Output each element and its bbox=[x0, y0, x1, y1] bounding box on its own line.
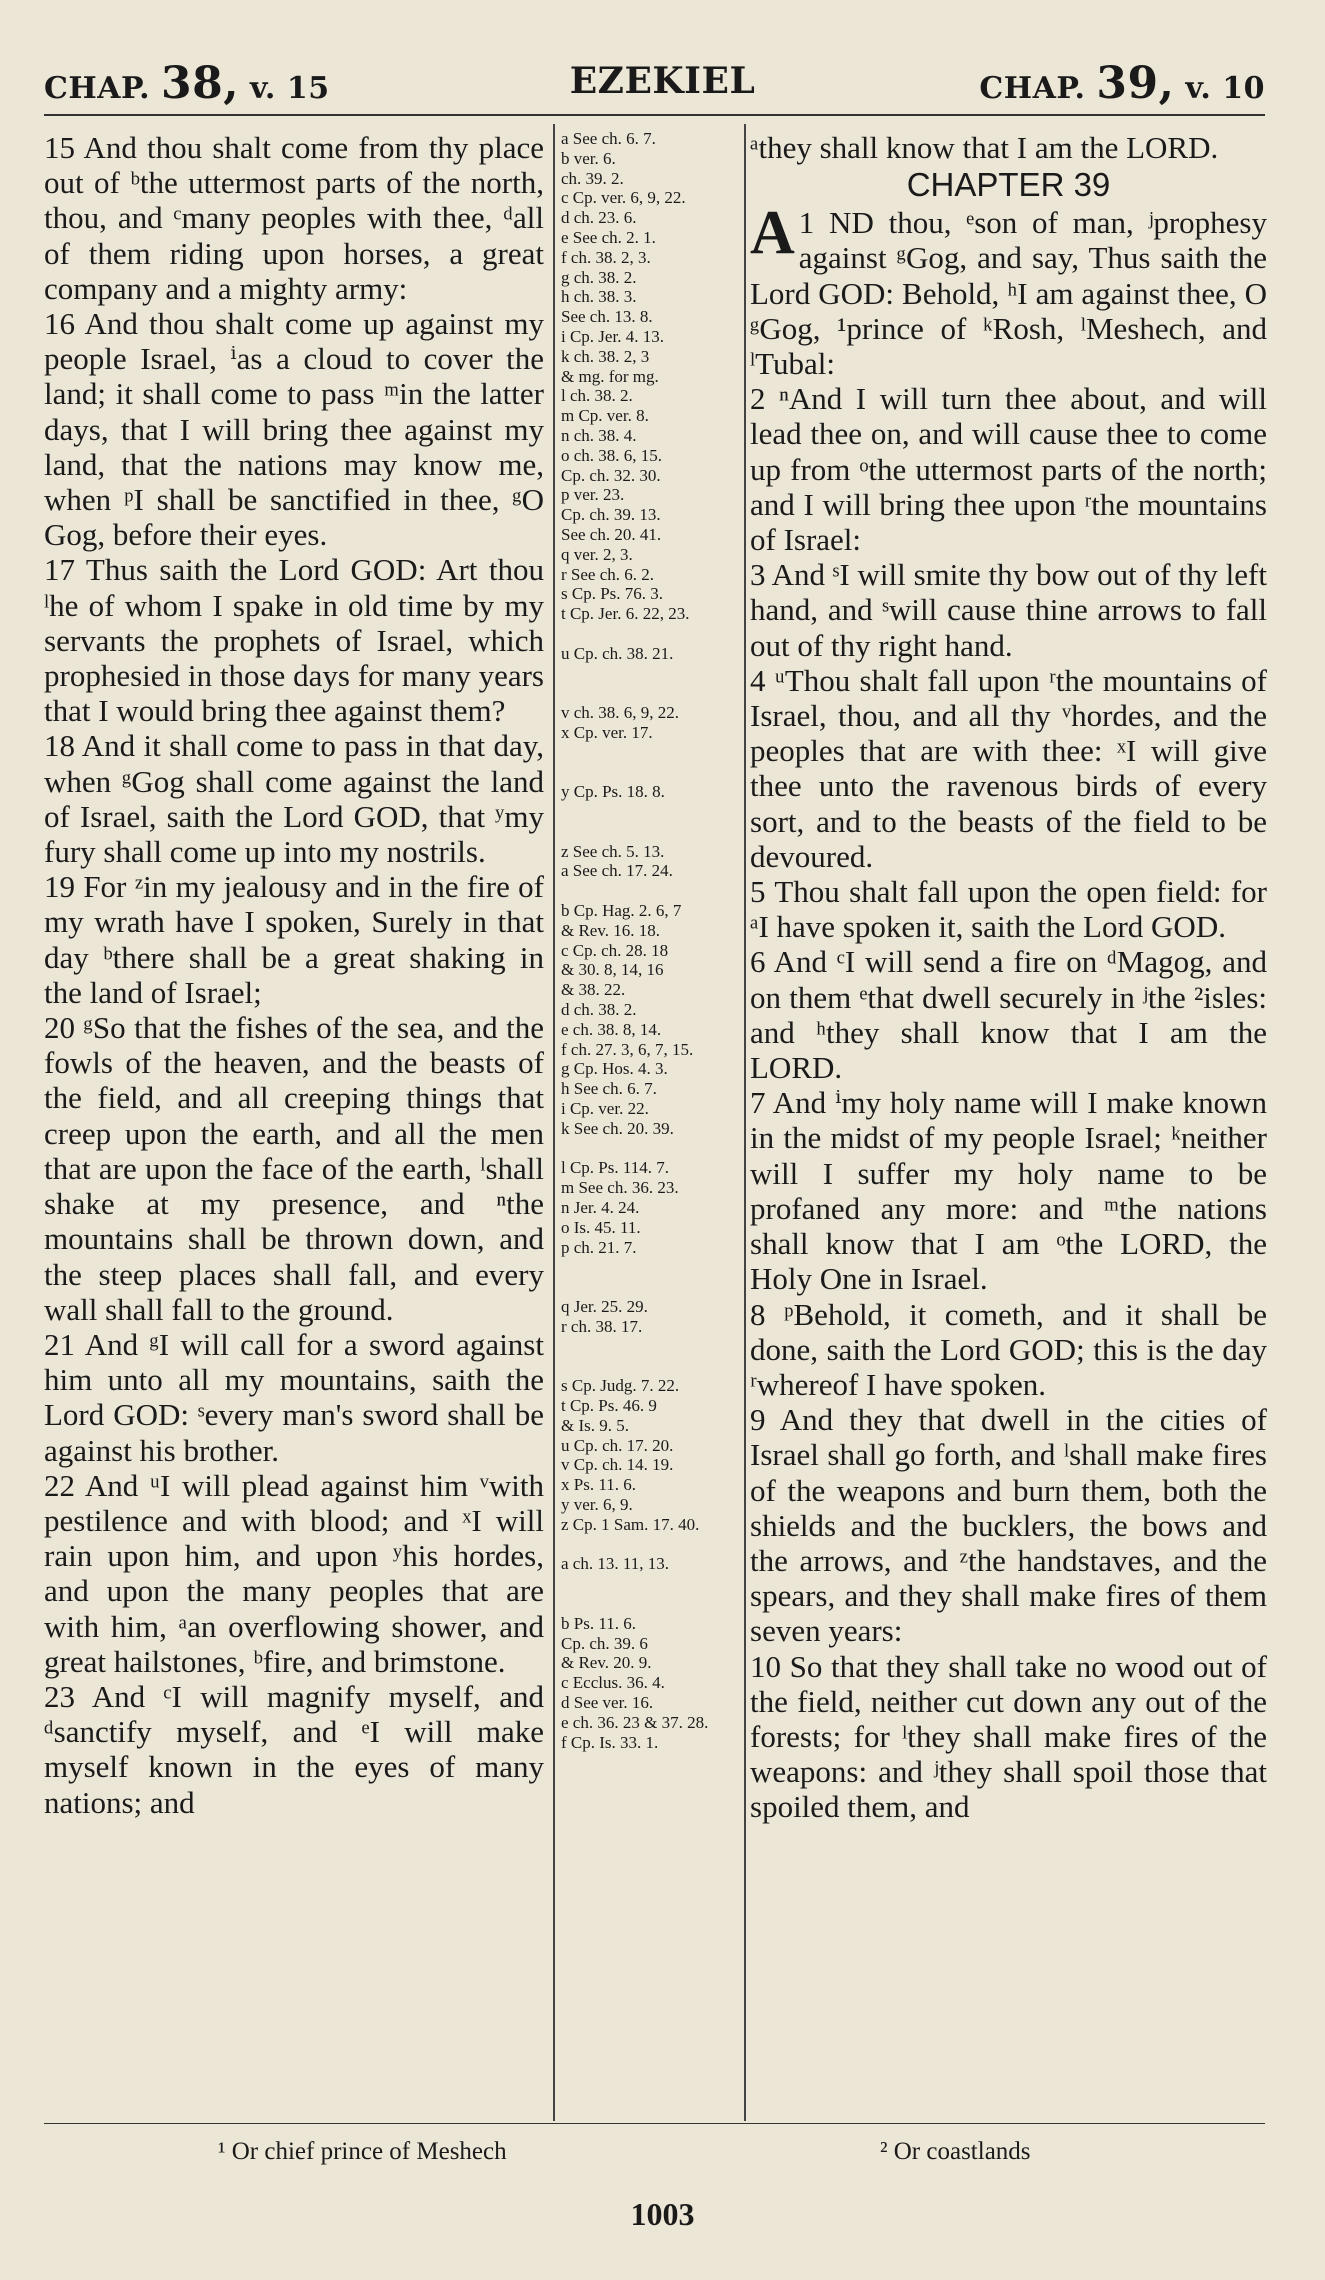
verse-1-text: 1 ND thou, ᵉson of man, ʲprophesy against ᵍGog, and say, Thus saith the Lord GOD: Behold, ʰI am against thee, O ᵍGog, ¹prince of ᵏRosh, ˡMeshech, and ˡTubal: bbox=[750, 205, 1267, 382]
cross-reference: m See ch. 36. 23. bbox=[561, 1178, 679, 1198]
cross-reference: p ver. 23. bbox=[561, 485, 625, 505]
cross-reference: & Rev. 16. 18. bbox=[561, 920, 661, 940]
cross-reference: Cp. ch. 39. 13. bbox=[561, 505, 661, 525]
cross-reference: z See ch. 5. 13. bbox=[561, 841, 665, 861]
cross-reference: z Cp. 1 Sam. 17. 40. bbox=[561, 1514, 700, 1534]
cross-reference: & Is. 9. 5. bbox=[561, 1415, 629, 1435]
cross-reference: d ch. 23. 6. bbox=[561, 208, 637, 228]
cross-reference: l Cp. Ps. 114. 7. bbox=[561, 1158, 670, 1178]
verse-22: 22 And ᵘI will plead against him ᵛwith pestilence and with blood; and ˣI will rain upon him, and upon ʸhis hordes, and upon the many peoples that are with him, ᵃan overflowing shower, and great hailstones, ᵇfire, and brimstone. bbox=[44, 1467, 544, 1679]
cross-reference: & mg. for mg. bbox=[561, 366, 659, 386]
cross-reference: x Ps. 11. 6. bbox=[561, 1475, 636, 1495]
verse-23-continued: ᵃthey shall know that I am the LORD. bbox=[750, 130, 1219, 165]
verse-19: 19 For ᶻin my jealousy and in the fire of my wrath have I spoken, Surely in that day ᵇthere shall be a great shaking in the land of Israel; bbox=[44, 869, 544, 1010]
cross-reference bbox=[561, 1140, 739, 1159]
cross-reference: d ch. 38. 2. bbox=[561, 1000, 637, 1020]
cross-reference bbox=[561, 744, 739, 763]
cross-reference bbox=[561, 684, 739, 703]
cross-reference: k ch. 38. 2, 3 bbox=[561, 346, 650, 366]
running-head-right bbox=[979, 58, 1265, 109]
chapter-heading: CHAPTER 39 bbox=[906, 166, 1111, 204]
right-text-column bbox=[750, 130, 1267, 1825]
cross-reference: n Jer. 4. 24. bbox=[561, 1198, 640, 1218]
footnote-rule bbox=[44, 2123, 1265, 2124]
cross-reference: a See ch. 6. 7. bbox=[561, 129, 656, 148]
cross-reference: e ch. 38. 8, 14. bbox=[561, 1019, 662, 1039]
cross-reference: t Cp. Ps. 46. 9 bbox=[561, 1396, 657, 1415]
right-verse: v. 10 bbox=[1185, 71, 1265, 106]
cross-reference bbox=[561, 1357, 739, 1376]
left-verse: v. 15 bbox=[250, 71, 330, 106]
verse-16: 16 And thou shalt come up against my people Israel, ⁱas a cloud to cover the land; it shall come to pass ᵐin the latter days, that I will bring thee against my land, that the nations may know me, when ᵖI shall be sanctified in thee, ᵍO Gog, before their eyes. bbox=[44, 306, 544, 553]
cross-reference: s Cp. Judg. 7. 22. bbox=[561, 1376, 680, 1396]
cross-reference: v Cp. ch. 14. 19. bbox=[561, 1455, 674, 1475]
header-rule bbox=[44, 114, 1265, 116]
cross-reference bbox=[561, 803, 739, 822]
cross-reference: u Cp. ch. 17. 20. bbox=[561, 1435, 674, 1455]
column-divider-right bbox=[744, 124, 746, 2121]
cross-reference: y ver. 6, 9. bbox=[561, 1494, 633, 1514]
cross-reference: x Cp. ver. 17. bbox=[561, 722, 653, 742]
verse-3: 3 And ˢI will smite thy bow out of thy left hand, and ˢwill cause thine arrows to fall out of thy right hand. bbox=[750, 557, 1267, 663]
right-chap-number: 39, bbox=[1096, 58, 1175, 109]
cross-reference: & 30. 8, 14, 16 bbox=[561, 960, 664, 980]
cross-reference: v ch. 38. 6, 9, 22. bbox=[561, 703, 680, 723]
verse-15: 15 And thou shalt come from thy place out of ᵇthe uttermost parts of the north, thou, and ᶜmany peoples with thee, ᵈall of them riding upon horses, a great company and a mighty army: bbox=[44, 130, 544, 306]
verse-18: 18 And it shall come to pass in that day, when ᵍGog shall come against the land of Israel, saith the Lord GOD, that ʸmy fury shall come up into my nostrils. bbox=[44, 728, 544, 870]
cross-reference: & 38. 22. bbox=[561, 980, 626, 1000]
cross-reference bbox=[561, 1575, 739, 1594]
cross-reference bbox=[561, 1278, 739, 1297]
cross-reference: m Cp. ver. 8. bbox=[561, 406, 649, 426]
page-number: 1003 bbox=[630, 2196, 695, 2232]
cross-reference: a See ch. 17. 24. bbox=[561, 861, 673, 881]
cross-reference: i Cp. ver. 22. bbox=[561, 1099, 649, 1119]
cross-reference bbox=[561, 1595, 739, 1614]
left-chap-number: 38, bbox=[161, 58, 240, 109]
cross-reference: r See ch. 6. 2. bbox=[561, 564, 655, 584]
cross-reference bbox=[561, 823, 739, 842]
footnote-left: ¹ Or chief prince of Meshech bbox=[218, 2138, 507, 2165]
cross-reference bbox=[561, 1258, 739, 1277]
cross-reference: l ch. 38. 2. bbox=[561, 386, 633, 406]
cross-reference: f ch. 38. 2, 3. bbox=[561, 247, 651, 267]
verse-7: 7 And ⁱmy holy name will I make known in the midst of my people Israel; ᵏneither will I suffer my holy name to be profaned any more: and ᵐthe nations shall know that I am ᵒthe LORD, the Holy One in Israel. bbox=[750, 1085, 1267, 1297]
cross-reference: c Cp. ch. 28. 18 bbox=[561, 940, 669, 960]
cross-reference: s Cp. Ps. 76. 3. bbox=[561, 584, 664, 604]
cross-reference: g Cp. Hos. 4. 3. bbox=[561, 1059, 668, 1079]
cross-reference bbox=[561, 882, 739, 901]
cross-reference bbox=[561, 1536, 739, 1555]
cross-reference: u Cp. ch. 38. 21. bbox=[561, 643, 674, 663]
cross-reference: q ver. 2, 3. bbox=[561, 544, 633, 564]
verse-10: 10 So that they shall take no wood out of the field, neither cut down any out of the forests; for ˡthey shall make fires of the weapons: and ʲthey shall spoil those that spoiled them, and bbox=[750, 1648, 1267, 1825]
cross-reference: p ch. 21. 7. bbox=[561, 1237, 637, 1257]
cross-reference: o Is. 45. 11. bbox=[561, 1217, 641, 1237]
verse-6: 6 And ᶜI will send a fire on ᵈMagog, and on them ᵉthat dwell securely in ʲthe ²isles: and ʰthey shall know that I am the LORD. bbox=[750, 944, 1267, 1086]
cross-reference: i Cp. Jer. 4. 13. bbox=[561, 326, 664, 346]
cross-reference: r ch. 38. 17. bbox=[561, 1316, 643, 1336]
verse-23: 23 And ᶜI will magnify myself, and ᵈsanctify myself, and ᵉI will make myself known in the eyes of many nations; and bbox=[44, 1678, 544, 1820]
cross-reference: o ch. 38. 6, 15. bbox=[561, 445, 663, 465]
drop-cap: A bbox=[750, 199, 795, 268]
cross-reference-column bbox=[561, 130, 739, 1753]
cross-reference: h ch. 38. 3. bbox=[561, 287, 637, 307]
cross-reference: q Jer. 25. 29. bbox=[561, 1297, 648, 1317]
cross-reference: e See ch. 2. 1. bbox=[561, 227, 656, 247]
cross-reference: e ch. 36. 23 & 37. 28. bbox=[561, 1712, 709, 1732]
left-chap-label: CHAP. bbox=[44, 71, 151, 106]
cross-reference: Cp. ch. 39. 6 bbox=[561, 1633, 648, 1653]
verse-8: 8 ᵖBehold, it cometh, and it shall be done, saith the Lord GOD; this is the day ʳwhereof I have spoken. bbox=[750, 1296, 1267, 1402]
cross-reference: t Cp. Jer. 6. 22, 23. bbox=[561, 604, 690, 624]
right-chap-label: CHAP. bbox=[979, 71, 1086, 106]
verse-17: 17 Thus saith the Lord GOD: Art thou ˡhe of whom I spake in old time by my servants the prophets of Israel, which prophesied in those days for many years that I would bring thee against them? bbox=[44, 552, 544, 729]
cross-reference: b Cp. Hag. 2. 6, 7 bbox=[561, 901, 682, 921]
cross-reference: g ch. 38. 2. bbox=[561, 267, 637, 287]
cross-reference: k See ch. 20. 39. bbox=[561, 1118, 674, 1138]
verse-9: 9 And they that dwell in the cities of Israel shall go forth, and ˡshall make fires of the weapons and burn them, both the shields and the bucklers, the bows and the arrows, and ᶻthe handstaves, and the spears, and they shall make fires of them seven years: bbox=[750, 1402, 1267, 1649]
left-text-column bbox=[44, 130, 544, 1820]
verse-1 bbox=[750, 199, 1267, 382]
cross-reference: f Cp. Is. 33. 1. bbox=[561, 1732, 659, 1752]
cross-reference bbox=[561, 625, 739, 644]
cross-reference bbox=[561, 665, 739, 684]
cross-reference: n ch. 38. 4. bbox=[561, 425, 637, 445]
cross-reference bbox=[561, 1338, 739, 1357]
verse-4: 4 ᵘThou shalt fall upon ʳthe mountains of Israel, thou, and all thy ᵛhordes, and the peoples that are with thee: ˣI will give thee unto the ravenous birds of every sort, and to the beasts of the field to be devoured. bbox=[750, 662, 1267, 874]
footnote-right: ² Or coastlands bbox=[880, 2138, 1031, 2165]
book-title: EZEKIEL bbox=[569, 60, 756, 102]
column-divider-left bbox=[553, 124, 555, 2121]
cross-reference: f ch. 27. 3, 6, 7, 15. bbox=[561, 1039, 694, 1059]
cross-reference: h See ch. 6. 7. bbox=[561, 1079, 657, 1099]
cross-reference: d See ver. 16. bbox=[561, 1692, 654, 1712]
verse-5: 5 Thou shalt fall upon the open field: for ᵃI have spoken it, saith the Lord GOD. bbox=[750, 874, 1267, 945]
cross-reference: & Rev. 20. 9. bbox=[561, 1653, 652, 1673]
cross-reference: See ch. 20. 41. bbox=[561, 524, 662, 544]
verse-21: 21 And ᵍI will call for a sword against him unto all my mountains, saith the Lord GOD: ˢevery man's sword shall be against his brother. bbox=[44, 1326, 544, 1468]
cross-reference: c Cp. ver. 6, 9, 22. bbox=[561, 188, 686, 208]
cross-reference: y Cp. Ps. 18. 8. bbox=[561, 782, 665, 802]
cross-reference: a ch. 13. 11, 13. bbox=[561, 1554, 669, 1574]
verse-20: 20 ᵍSo that the fishes of the sea, and the fowls of the heaven, and the beasts of the field, and all creeping things that creep upon the earth, and all the men that are upon the face of the earth, ˡshall shake at my presence, and ⁿthe mountains shall be thrown down, and the steep places shall fall, and every wall shall fall to the ground. bbox=[44, 1010, 544, 1327]
cross-reference: Cp. ch. 32. 30. bbox=[561, 465, 661, 485]
cross-reference: ch. 39. 2. bbox=[561, 168, 624, 188]
cross-reference: b Ps. 11. 6. bbox=[561, 1613, 636, 1633]
cross-reference: c Ecclus. 36. 4. bbox=[561, 1673, 665, 1693]
cross-reference: b ver. 6. bbox=[561, 148, 616, 168]
cross-reference: See ch. 13. 8. bbox=[561, 307, 653, 327]
cross-reference bbox=[561, 764, 739, 783]
verse-2: 2 ⁿAnd I will turn thee about, and will lead thee on, and will cause thee to come up from ᵒthe uttermost parts of the north; and I will bring thee upon ʳthe mountains of Israel: bbox=[750, 381, 1267, 558]
